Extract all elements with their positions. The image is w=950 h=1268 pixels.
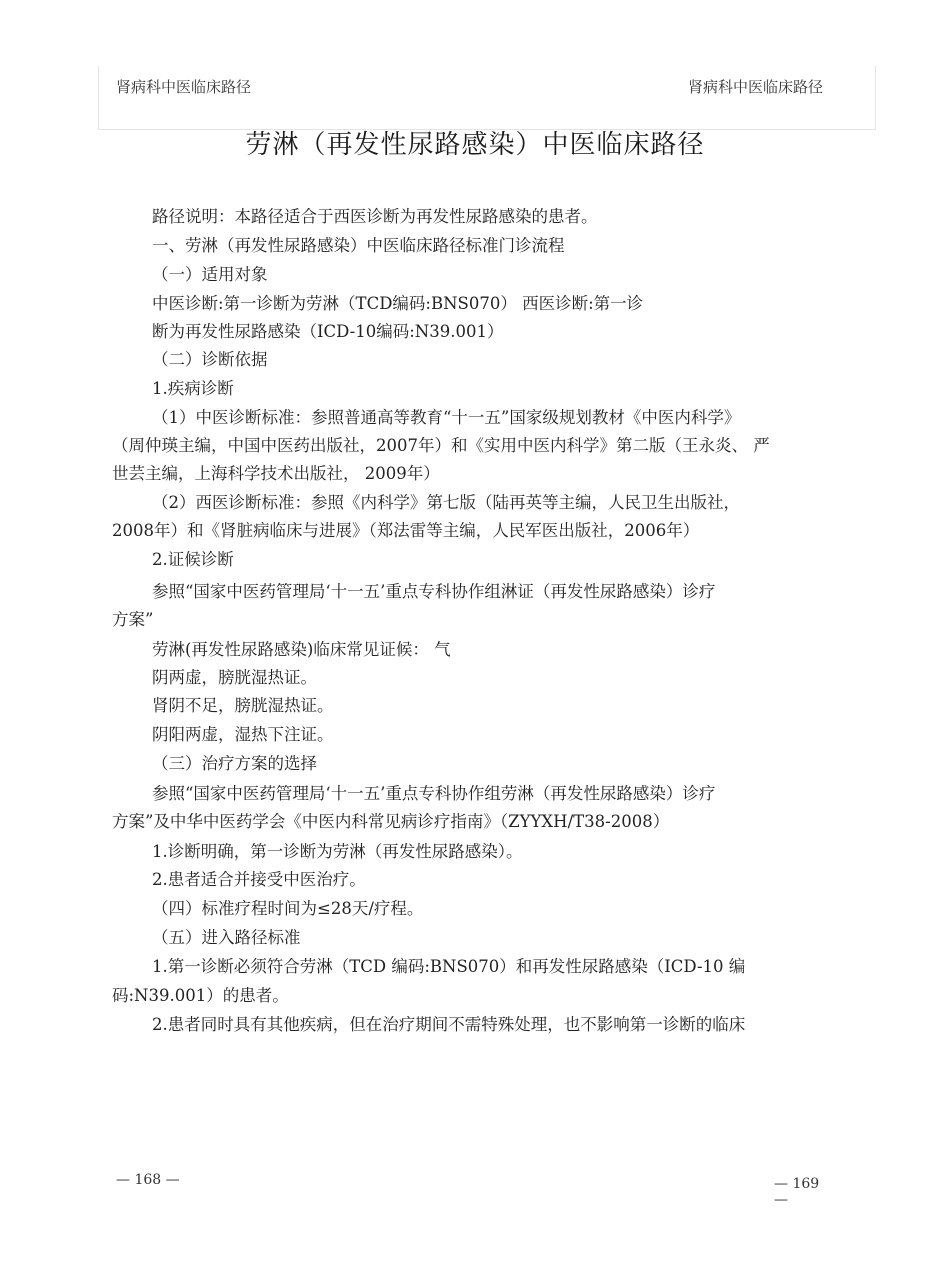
text-line: 断为再发性尿路感染（ICD-10编码:N39.001） <box>152 322 504 341</box>
text-line: 路径说明：本路径适合于西医诊断为再发性尿路感染的患者。 <box>152 207 598 226</box>
text-line: 2.患者适合并接受中医治疗。 <box>152 870 366 889</box>
text-line: （三）治疗方案的选择 <box>152 754 317 773</box>
text-line: （二）诊断依据 <box>152 350 268 369</box>
text-line: 码:N39.001）的患者。 <box>112 986 289 1005</box>
text-line: 1.第一诊断必须符合劳淋（TCD 编码:BNS070）和再发性尿路感染（ICD-10 编 <box>152 957 746 976</box>
text-line: 1.诊断明确，第一诊断为劳淋（再发性尿路感染）。 <box>152 842 523 861</box>
text-line: 方案”及中华中医药学会《中医内科常见病诊疗指南》（ZYYXH/T38-2008） <box>112 812 670 831</box>
page-number-right-dash: — <box>774 1192 788 1208</box>
text-line: 2008年）和《肾脏病临床与进展》（郑法雷等主编，人民军医出版社，2006年） <box>112 521 700 540</box>
text-line: 参照“国家中医药管理局‘十一五’重点专科协作组劳淋（再发性尿路感染）诊疗 <box>152 784 716 803</box>
text-line: 阴阳两虚，湿热下注证。 <box>152 725 334 744</box>
text-line: 2.患者同时具有其他疾病，但在治疗期间不需特殊处理，也不影响第一诊断的临床 <box>152 1015 746 1034</box>
running-header-right: 肾病科中医临床路径 <box>688 78 824 96</box>
text-line: 阴两虚，膀胱湿热证。 <box>152 668 317 687</box>
text-line: 方案” <box>112 610 154 629</box>
text-line: 1.疾病诊断 <box>152 379 234 398</box>
text-line: 世芸主编，上海科学技术出版社， 2009年） <box>112 464 440 483</box>
page-number-left: — 168 — <box>116 1172 180 1188</box>
text-line: （一）适用对象 <box>152 265 268 284</box>
text-line: （四）标准疗程时间为≤28天/疗程。 <box>152 899 424 918</box>
text-line: 2.证候诊断 <box>152 550 234 569</box>
text-line: 劳淋(再发性尿路感染)临床常见证候： 气 <box>152 640 451 659</box>
text-line: （2）西医诊断标准：参照《内科学》第七版（陆再英等主编，人民卫生出版社， <box>152 493 740 512</box>
document-title: 劳淋（再发性尿路感染）中医临床路径 <box>245 130 705 160</box>
text-line: （周仲瑛主编，中国中医药出版社，2007年）和《实用中医内科学》第二版（王永炎、 严 <box>112 436 770 455</box>
text-line: （五）进入路径标准 <box>152 928 301 947</box>
page-number-right: — 169 <box>774 1176 820 1192</box>
text-line: （1）中医诊断标准：参照普通高等教育“十一五”国家级规划教材《中医内科学》 <box>152 408 741 427</box>
text-line: 肾阴不足，膀胱湿热证。 <box>152 696 334 715</box>
text-line: 参照“国家中医药管理局‘十一五’重点专科协作组淋证（再发性尿路感染）诊疗 <box>152 582 716 601</box>
text-line: 一、劳淋（再发性尿路感染）中医临床路径标准门诊流程 <box>152 236 565 255</box>
text-line: 中医诊断:第一诊断为劳淋（TCD编码:BNS070） 西医诊断:第一诊 <box>152 294 644 313</box>
running-header-left: 肾病科中医临床路径 <box>116 78 252 96</box>
